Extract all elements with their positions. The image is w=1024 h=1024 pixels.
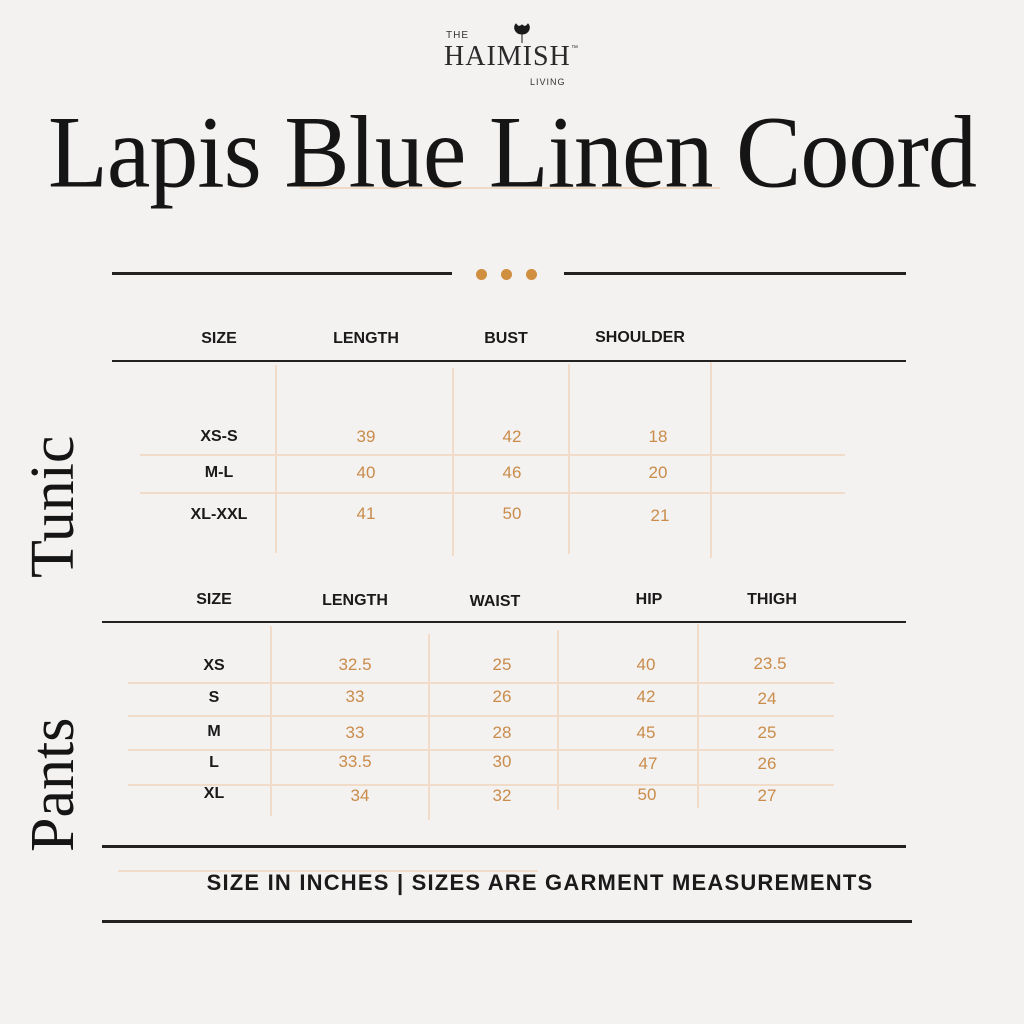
- tunic-section-label: Tunic: [19, 435, 87, 578]
- pants-size-cell: L: [209, 754, 219, 771]
- pants-thigh-cell: 27: [757, 786, 777, 805]
- pants-thigh-cell: 25: [757, 723, 777, 742]
- pants-header-length: LENGTH: [322, 592, 388, 609]
- tunic-grid-line: [568, 364, 570, 554]
- tunic-shoulder-cell: 21: [650, 506, 670, 525]
- pants-header-thigh: THIGH: [747, 591, 797, 608]
- tunic-bust-cell: 50: [502, 504, 522, 523]
- pants-size-cell: XS: [203, 657, 225, 674]
- tunic-size-cell: XL-XXL: [190, 506, 248, 523]
- pants-length-cell: 32.5: [338, 655, 372, 674]
- tunic-header-length: LENGTH: [333, 330, 399, 347]
- pants-length-cell: 33: [345, 687, 365, 706]
- pants-size-cell: XL: [203, 785, 225, 802]
- divider-dot: [526, 269, 537, 280]
- pants-size-cell: S: [208, 689, 220, 706]
- brand-prefix: THE: [446, 30, 469, 41]
- tunic-grid-line: [710, 362, 712, 558]
- tunic-header-shoulder: SHOULDER: [595, 329, 685, 346]
- pants-length-cell: 33: [345, 723, 365, 742]
- pants-length-cell: 34: [350, 786, 370, 805]
- pants-waist-cell: 30: [492, 752, 512, 771]
- tunic-header-size: SIZE: [201, 330, 237, 347]
- divider-right: [564, 272, 906, 275]
- tunic-bust-cell: 42: [502, 427, 522, 446]
- tunic-size-cell: M-L: [204, 464, 234, 481]
- pants-hip-cell: 47: [638, 754, 658, 773]
- divider-left: [112, 272, 452, 275]
- tunic-grid-line: [452, 368, 454, 556]
- pants-thigh-cell: 26: [757, 754, 777, 773]
- tunic-shoulder-cell: 18: [648, 427, 668, 446]
- divider-dot: [476, 269, 487, 280]
- tunic-header-rule: [112, 360, 906, 362]
- brand-suffix: LIVING: [530, 77, 566, 87]
- footer-top-rule: [102, 845, 906, 848]
- tunic-header-bust: BUST: [484, 330, 528, 347]
- pants-grid-line: [128, 682, 834, 684]
- pants-length-cell: 33.5: [338, 752, 372, 771]
- pants-waist-cell: 28: [492, 723, 512, 742]
- tunic-length-cell: 39: [356, 427, 376, 446]
- tunic-length-cell: 40: [356, 463, 376, 482]
- pants-waist-cell: 25: [492, 655, 512, 674]
- pants-grid-line: [128, 715, 834, 717]
- pants-section-label: Pants: [19, 717, 87, 852]
- tunic-grid-line: [140, 454, 845, 456]
- pants-grid-line: [128, 749, 834, 751]
- pants-grid-line: [270, 626, 272, 816]
- pants-hip-cell: 50: [637, 785, 657, 804]
- pants-thigh-cell: 24: [757, 689, 777, 708]
- pants-grid-line: [428, 634, 430, 820]
- brand-trademark: ™: [571, 45, 578, 52]
- size-note: SIZE IN INCHES | SIZES ARE GARMENT MEASUREMENTS: [206, 870, 874, 895]
- pants-hip-cell: 45: [636, 723, 656, 742]
- tunic-length-cell: 41: [356, 504, 376, 523]
- pants-header-waist: WAIST: [469, 593, 521, 610]
- pants-header-rule: [102, 621, 906, 623]
- pants-hip-cell: 40: [636, 655, 656, 674]
- pants-grid-line: [557, 630, 559, 810]
- tunic-grid-line: [275, 365, 277, 553]
- pants-header-size: SIZE: [196, 591, 232, 608]
- divider-dot: [501, 269, 512, 280]
- tunic-grid-line: [140, 492, 845, 494]
- brand-name: HAIMISH: [444, 41, 571, 72]
- footer-bottom-rule: [102, 920, 912, 923]
- page-title: Lapis Blue Linen Coord: [48, 96, 976, 210]
- pants-header-hip: HIP: [635, 591, 663, 608]
- pants-hip-cell: 42: [636, 687, 656, 706]
- tunic-size-cell: XS-S: [200, 428, 238, 445]
- pants-thigh-cell: 23.5: [753, 654, 787, 673]
- pants-size-cell: M: [207, 723, 221, 740]
- pants-waist-cell: 26: [492, 687, 512, 706]
- tunic-bust-cell: 46: [502, 463, 522, 482]
- tunic-shoulder-cell: 20: [648, 463, 668, 482]
- pants-waist-cell: 32: [492, 786, 512, 805]
